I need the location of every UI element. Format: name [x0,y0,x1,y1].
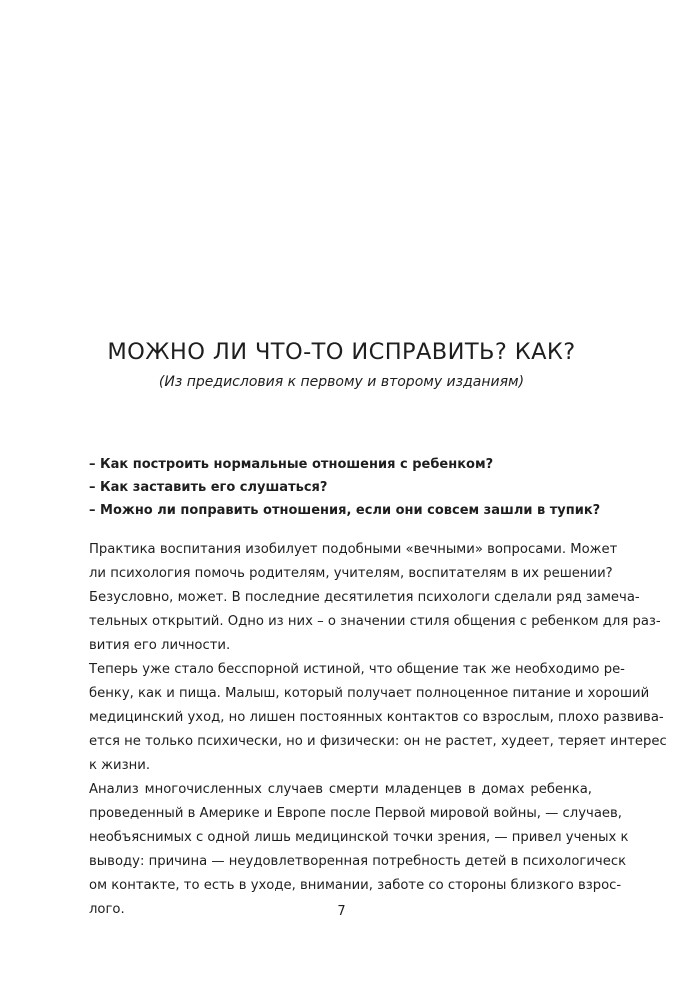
text-line: ется не только психически, но и физически: он не растет, худеет, теряет интерес [89,734,667,749]
text-line: лого. [89,902,125,917]
text-line: проведенный в Америке и Европе после Первой мировой войны, — случаев, [89,806,622,821]
question-item: – Как построить нормальные отношения с ребенком? [89,457,494,472]
body-text [89,538,667,922]
text-line: бенку, как и пища. Малыш, который получает полноценное питание и хороший [89,686,650,701]
question-item: – Можно ли поправить отношения, если они совсем зашли в тупик? [89,503,601,518]
question-list [89,453,609,522]
text-line: тельных открытий. Одно из них – о значении стиля общения с ребенком для раз- [89,614,661,629]
paragraph [89,538,618,586]
text-line: Теперь уже стало бесспорной истиной, что общение так же необходимо ре- [89,662,625,677]
question-item: – Как заставить его слушаться? [89,480,328,495]
text-line: медицинский уход, но лишен постоянных контактов со взрослым, плохо развива- [89,710,664,725]
text-line: ли психология помочь родителям, учителям, воспитателям в их решении? [89,566,613,581]
text-line: Анализ многочисленных случаев смерти младенцев в домах ребенка, [89,782,592,797]
chapter-subtitle: (Из предисловия к первому и второму изданиям) [158,374,525,390]
text-line: к жизни. [89,758,151,773]
paragraph [89,586,661,658]
text-line: ом контакте, то есть в уходе, внимании, заботе со стороны близкого взрос- [89,878,622,893]
page-number: 7 [337,904,346,919]
text-line: вития его личности. [89,638,231,653]
paragraph [89,658,667,778]
text-line: необъяснимых с одной лишь медицинской точки зрения, — привел ученых к [89,830,629,845]
text-line: Безусловно, может. В последние десятилетия психологи сделали ряд замеча- [89,590,640,605]
paragraph [89,778,629,922]
chapter-title: МОЖНО ЛИ ЧТО-ТО ИСПРАВИТЬ? КАК? [107,339,576,365]
text-line: выводу: причина — неудовлетворенная потребность детей в психологическ [89,854,627,869]
text-line: Практика воспитания изобилует подобными «вечными» вопросами. Может [89,542,618,557]
